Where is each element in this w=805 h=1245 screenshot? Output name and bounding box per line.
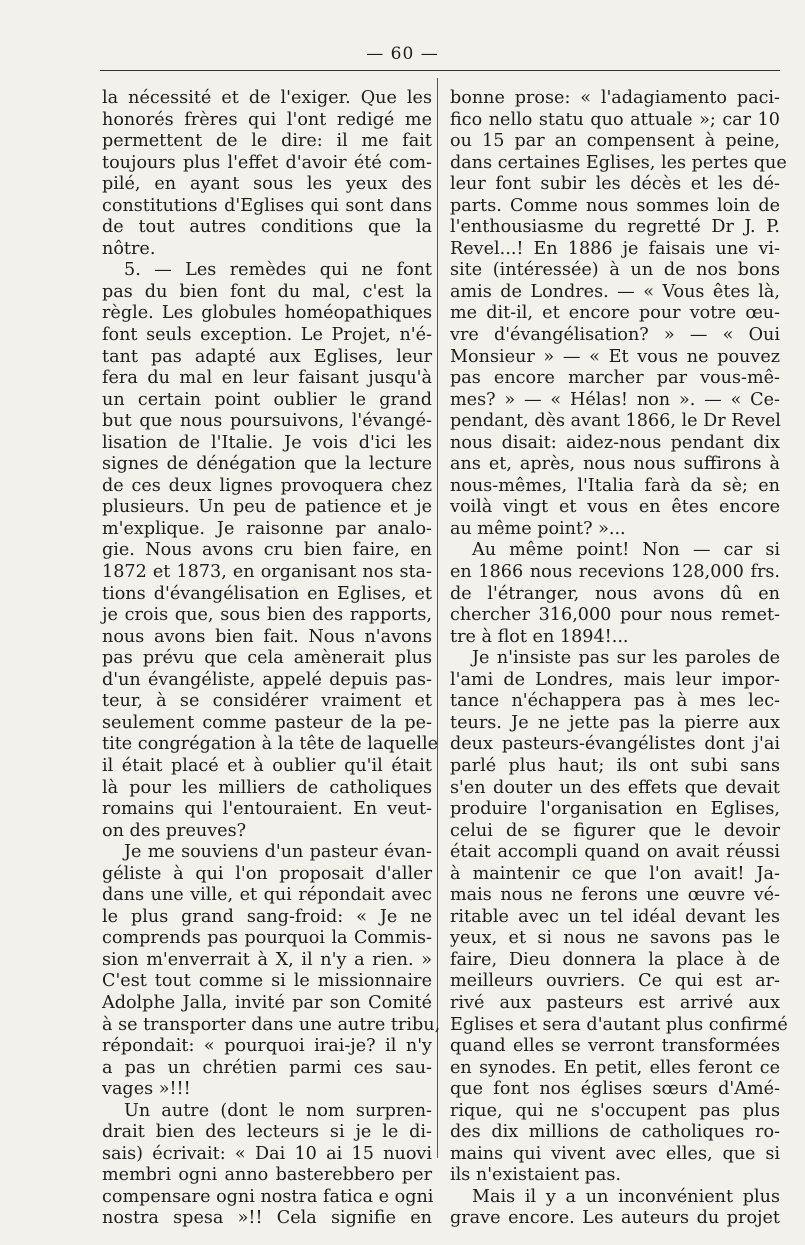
- text-line: rique, qui ne s'occupent pas plus: [450, 1100, 780, 1121]
- text-line: était accompli quand on avait réussi: [450, 842, 780, 863]
- text-line: constitutions d'Eglises qui sont dans: [102, 195, 432, 216]
- text-line: ritable avec un tel idéal devant les: [450, 906, 780, 927]
- text-line: nostra spesa »!! Cela signifie en: [102, 1208, 432, 1229]
- text-line: tre à flot en 1894!...: [450, 626, 629, 647]
- text-line: vre d'évangélisation? » — « Oui: [450, 325, 780, 346]
- text-line: Un autre (dont le nom surpren-: [124, 1100, 432, 1121]
- header-rule: [100, 70, 780, 71]
- text-line: teurs. Je ne jette pas la pierre aux: [450, 712, 780, 733]
- text-line: ils n'existaient pas.: [450, 1165, 621, 1186]
- text-line: permettent de le dire: il me fait: [102, 131, 432, 152]
- text-line: deux pasteurs-évangélistes dont j'ai: [450, 734, 780, 755]
- text-line: seulement comme pasteur de la pe-: [102, 712, 432, 733]
- text-line: un certain point oublier le grand: [102, 389, 432, 410]
- text-line: parts. Comme nous sommes loin de: [450, 195, 780, 216]
- text-line: font seuls exception. Le Projet, n'é-: [102, 325, 432, 346]
- text-line: nous-mêmes, l'Italia farà da sè; en: [450, 475, 780, 496]
- text-line: me dit-il, et encore pour votre œu-: [450, 303, 780, 324]
- text-line: quand elles se verront transformées: [450, 1036, 780, 1057]
- text-line: gie. Nous avons cru bien faire, en: [102, 540, 432, 561]
- text-line: 1872 et 1873, en organisant nos sta-: [102, 562, 432, 583]
- text-line: fico nello statu quo attuale »; car 10: [450, 109, 780, 130]
- text-line: règle. Les globules homéopathiques: [102, 303, 432, 324]
- text-line: l'ami de Londres, mais leur impor-: [450, 669, 780, 690]
- text-line: tite congrégation à la tête de laquelle: [102, 734, 438, 755]
- text-line: pilé, en ayant sous les yeux des: [102, 174, 432, 195]
- text-line: nôtre.: [102, 238, 156, 259]
- text-line: à se transporter dans une autre tribu,: [102, 1014, 441, 1035]
- text-line: de tout autres conditions que la: [102, 217, 432, 238]
- column-divider: [437, 78, 438, 1158]
- text-line: Je n'insiste pas sur les paroles de: [472, 648, 780, 669]
- text-line: Monsieur » — « Et vous ne pouvez: [450, 346, 780, 367]
- text-line: sion m'enverrait à X, il n'y a rien. »: [102, 949, 432, 970]
- text-line: romains qui l'entouraient. En veut-: [102, 799, 432, 820]
- text-line: de l'étranger, nous avons dû en: [450, 583, 780, 604]
- text-line: signes de dénégation que la lecture: [102, 454, 432, 475]
- left-column: [102, 88, 441, 1230]
- text-line: teur, à se considérer vraiment et: [102, 691, 432, 712]
- text-line: rivé aux pasteurs est arrivé aux: [450, 992, 780, 1013]
- text-line: pas encore marcher par vous-mê-: [450, 368, 780, 389]
- text-line: honorés frères qui l'ont redigé me: [102, 109, 432, 130]
- text-line: tance n'échappera pas à mes lec-: [450, 691, 780, 712]
- text-line: faire, Dieu donnera la place à de: [450, 949, 780, 970]
- text-line: celui de se figurer que le devoir: [450, 820, 780, 841]
- text-line: pas prévu que cela amènerait plus: [102, 648, 432, 669]
- text-line: C'est tout comme si le missionnaire: [102, 971, 432, 992]
- text-line: mais nous ne ferons une œuvre vé-: [450, 885, 780, 906]
- text-line: tions d'évangélisation en Eglises, et: [102, 583, 432, 604]
- text-line: on des preuves?: [102, 820, 247, 841]
- text-line: drait bien des lecteurs si je le di-: [102, 1122, 432, 1143]
- text-line: Au même point! Non — car si: [472, 540, 780, 561]
- text-line: Je me souviens d'un pasteur évan-: [124, 842, 432, 863]
- text-line: l'enthousiasme du regretté Dr J. P.: [450, 217, 780, 238]
- text-line: s'en douter un des effets que devait: [450, 777, 780, 798]
- text-line: bonne prose: « l'adagiamento paci-: [450, 88, 780, 108]
- text-line: membri ogni anno basterebbero per: [102, 1165, 432, 1186]
- text-line: site (intéressée) à un de nos bons: [450, 260, 780, 281]
- text-line: dans une ville, et qui répondait avec: [102, 885, 432, 906]
- text-line: géliste à qui l'on proposait d'aller: [102, 863, 432, 884]
- text-line: nous avons bien fait. Nous n'avons: [102, 626, 432, 647]
- text-line: yeux, et si nous ne savons pas le: [450, 928, 780, 949]
- text-line: fera du mal en leur faisant jusqu'à: [102, 368, 432, 389]
- text-line: chercher 316,000 pour nous remet-: [450, 605, 780, 626]
- text-line: meilleurs ouvriers. Ce qui est ar-: [450, 971, 780, 992]
- text-line: Revel...! En 1886 je faisais une vi-: [450, 238, 780, 259]
- text-line: voilà vingt et vous en êtes encore: [450, 497, 780, 518]
- text-line: il était placé et à oublier qu'il était: [102, 755, 432, 776]
- text-line: amis de Londres. — « Vous êtes là,: [450, 281, 780, 302]
- text-line: d'un évangéliste, appelé depuis pas-: [102, 669, 432, 690]
- text-line: comprends pas pourquoi la Commis-: [102, 928, 432, 949]
- text-line: m'explique. Je raisonne par analo-: [102, 518, 432, 539]
- text-line: en synodes. En petit, elles feront ce: [450, 1057, 780, 1078]
- text-line: Adolphe Jalla, invité par son Comité: [102, 992, 432, 1013]
- text-line: au même point? »...: [450, 518, 626, 539]
- text-line: produire l'organisation en Eglises,: [450, 799, 780, 820]
- text-line: que font nos églises sœurs d'Amé-: [450, 1079, 780, 1100]
- text-line: ou 15 par an compensent à peine,: [450, 131, 780, 152]
- text-line: nous disait: aidez-nous pendant dix: [450, 432, 780, 453]
- text-line: de ces deux lignes provoquera chez: [102, 475, 432, 496]
- text-line: des dix millions de catholiques ro-: [450, 1122, 780, 1143]
- text-line: en 1866 nous recevions 128,000 frs.: [450, 562, 780, 583]
- text-line: Eglises et sera d'autant plus confirmé: [450, 1014, 788, 1035]
- text-line: plusieurs. Un peu de patience et je: [102, 497, 432, 518]
- text-line: je crois que, sous bien des rapports,: [102, 605, 432, 626]
- text-line: pas du bien font du mal, c'est la: [102, 281, 432, 302]
- text-line: ans et, après, nous nous suffirons à: [450, 454, 780, 475]
- text-line: compensare ogni nostra fatica e ogni: [102, 1186, 434, 1207]
- text-line: mes? » — « Hélas! non ». — « Ce-: [450, 389, 780, 410]
- text-line: le plus grand sang-froid: « Je ne: [102, 906, 432, 927]
- text-line: sais) écrivait: « Dai 10 ai 15 nuovi: [102, 1143, 432, 1164]
- text-line: but que nous poursuivons, l'évangé-: [102, 411, 432, 432]
- text-line: pendant, dès avant 1866, le Dr Revel: [450, 411, 781, 432]
- text-line: parlé plus haut; ils ont subi sans: [450, 755, 780, 776]
- text-line: mains qui vivent avec elles, que si: [450, 1143, 780, 1164]
- right-column: [450, 88, 788, 1230]
- text-line: dans certaines Eglises, les pertes que: [450, 152, 787, 173]
- text-line: 5. — Les remèdes qui ne font: [124, 260, 432, 281]
- text-line: à maintenir ce que l'on avait! Ja-: [450, 863, 780, 884]
- text-line: Mais il y a un inconvénient plus: [472, 1186, 780, 1207]
- text-line: lisation de l'Italie. Je vois d'ici les: [102, 432, 432, 453]
- text-line: grave encore. Les auteurs du projet: [450, 1208, 780, 1229]
- text-line: vages »!!!: [102, 1079, 191, 1100]
- text-line: là pour les milliers de catholiques: [102, 777, 432, 798]
- text-line: a pas un chrétien parmi ces sau-: [102, 1057, 432, 1078]
- text-line: répondait: « pourquoi irai-je? il n'y: [102, 1036, 432, 1057]
- page-number: — 60 —: [366, 44, 439, 64]
- text-line: tant pas adapté aux Eglises, leur: [102, 346, 432, 367]
- text-line: toujours plus l'effet d'avoir été com-: [102, 152, 432, 173]
- text-line: la nécessité et de l'exiger. Que les: [102, 88, 432, 108]
- text-line: leur font subir les décès et les dé-: [450, 174, 780, 195]
